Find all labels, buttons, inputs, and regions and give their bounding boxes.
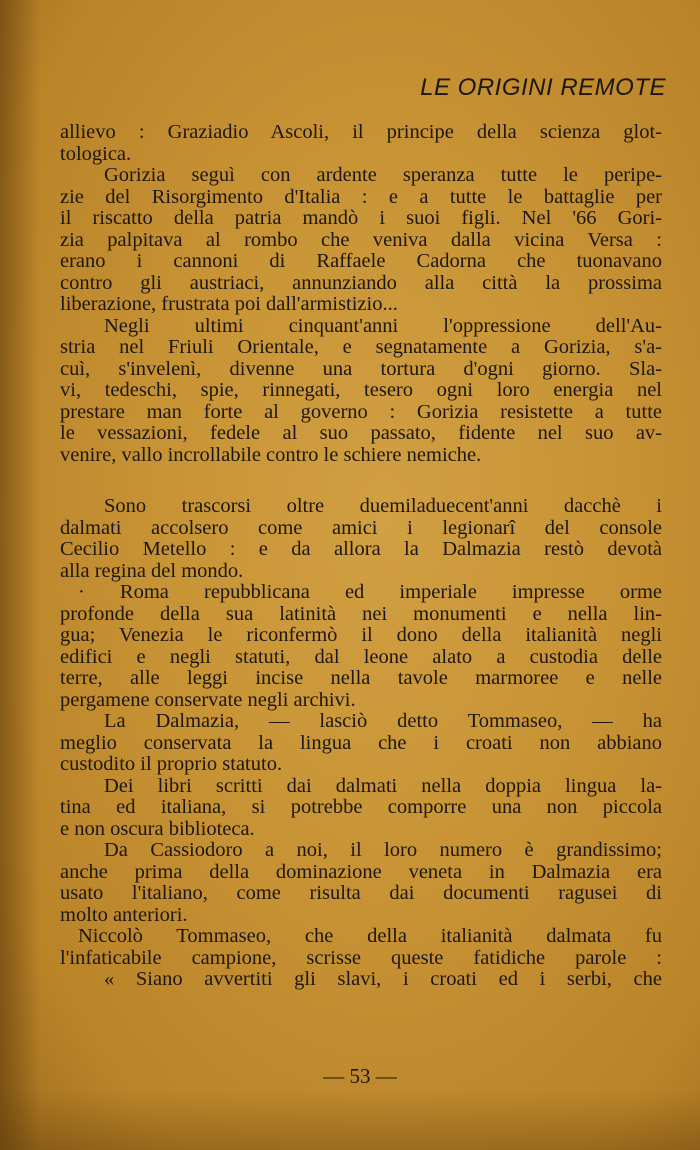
text-line: le vessazioni, fedele al suo passato, fidente nel suo av-: [60, 423, 662, 444]
body-text: [60, 122, 662, 991]
text-line: tina ed italiana, si potrebbe comporre una non piccola: [60, 797, 662, 818]
text-line: cuì, s'invelenì, divenne una tortura d'ogni giorno. Sla-: [60, 358, 662, 380]
text-line: usato l'italiano, come risulta dai documenti ragusei di: [60, 883, 662, 904]
text-line: stria nel Friuli Orientale, e segnatamente a Gorizia, s'a-: [60, 337, 662, 358]
text-line: Niccolò Tommaseo, che della italianità dalmata fu: [78, 926, 662, 947]
text-line: Da Cassiodoro a noi, il loro numero è grandissimo;: [104, 840, 662, 861]
text-line: La Dalmazia, — lasciò detto Tommaseo, — ha: [104, 711, 662, 732]
text-line: « Siano avvertiti gli slavi, i croati ed i serbi, che: [104, 969, 662, 990]
text-line: Dei libri scritti dai dalmati nella doppia lingua la-: [104, 775, 662, 797]
text-line: custodito il proprio statuto.: [60, 754, 283, 775]
text-line: anche prima della dominazione veneta in Dalmazia era: [60, 861, 662, 883]
text-line: Cecilio Metello : e da allora la Dalmazia restò devotà: [60, 539, 662, 560]
text-line: zie del Risorgimento d'Italia : e a tutte le battaglie per: [60, 186, 662, 208]
text-line: venire, vallo incrollabile contro le schiere nemiche.: [60, 444, 482, 466]
text-line: Negli ultimi cinquant'anni l'oppressione dell'Au-: [104, 315, 662, 337]
text-line: meglio conservata la lingua che i croati non abbiano: [60, 732, 662, 754]
text-line: molto anteriori.: [60, 904, 188, 926]
text-line: prestare man forte al governo : Gorizia resistette a tutte: [60, 401, 662, 423]
text-line: liberazione, frustrata poi dall'armistizio...: [60, 294, 398, 315]
text-line: erano i cannoni di Raffaele Cadorna che tuonavano: [60, 251, 662, 272]
text-line: zia palpitava al rombo che veniva dalla vicina Versa :: [60, 229, 662, 251]
text-line: dalmati accolsero come amici i legionarî del console: [60, 517, 662, 539]
section-break: [60, 466, 662, 496]
text-line: alla regina del mondo.: [60, 560, 244, 582]
text-line: · Roma repubblicana ed imperiale impresse orme: [78, 582, 662, 603]
text-line: vi, tedeschi, spie, rinnegati, tesero ogni loro energia nel: [60, 380, 662, 401]
text-line: e non oscura biblioteca.: [60, 818, 255, 840]
text-line: profonde della sua latinità nei monumenti e nella lin-: [60, 603, 662, 625]
text-line: Gorizia seguì con ardente speranza tutte le peripe-: [104, 165, 662, 186]
text-line: l'infaticabile campione, scrisse queste fatidiche parole :: [60, 947, 662, 969]
text-line: Sono trascorsi oltre duemiladuecent'anni dacchè i: [104, 496, 662, 517]
text-line: tologica.: [60, 143, 132, 165]
text-line: il riscatto della patria mandò i suoi figli. Nel '66 Gori-: [60, 208, 662, 229]
text-line: contro gli austriaci, annunziando alla città la prossima: [60, 272, 662, 294]
page-number: — 53 —: [323, 1064, 397, 1088]
text-line: allievo : Graziadio Ascoli, il principe della scienza glot-: [60, 122, 662, 143]
text-line: pergamene conservate negli archivi.: [60, 689, 356, 711]
page-shadow-bottom: [0, 1090, 700, 1150]
text-line: terre, alle leggi incise nella tavole marmoree e nelle: [60, 668, 662, 689]
text-line: gua; Venezia le riconfermò il dono della italianità negli: [60, 625, 662, 646]
text-line: edifici e negli statuti, dal leone alato a custodia delle: [60, 646, 662, 668]
running-header: LE ORIGINI REMOTE: [420, 74, 666, 101]
page-shadow-left: [0, 0, 40, 1150]
